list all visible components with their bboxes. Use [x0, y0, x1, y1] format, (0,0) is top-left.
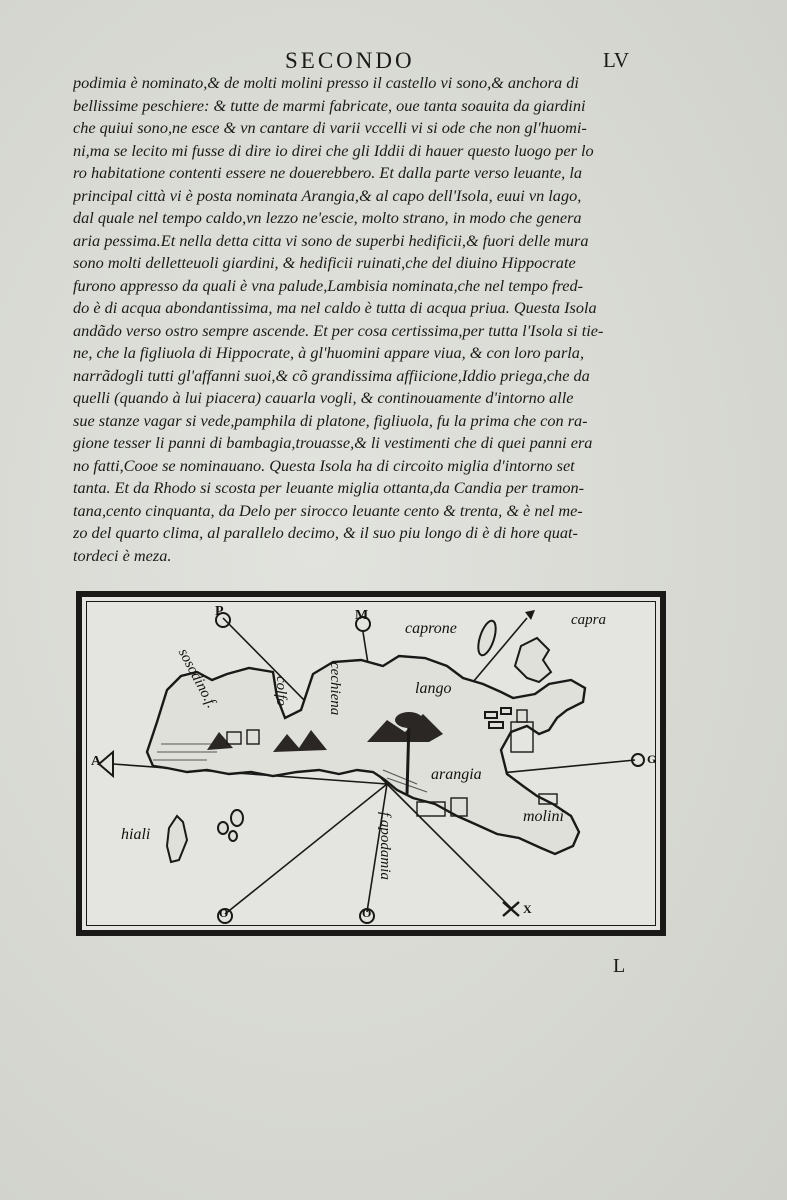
text-line: do è di acqua abondantissima, ma nel caldo è tutta di acqua priua. Questa Isola: [73, 298, 597, 317]
wind-letter-e: G: [647, 752, 657, 766]
label-caprone: caprone: [405, 620, 457, 637]
wind-letter-sw: O: [219, 906, 229, 920]
map-inner-border: [86, 601, 656, 926]
text-line: podimia è nominato,& de molti molini presso il castello vi sono,& anchora di: [73, 73, 579, 92]
folio-number: LV: [603, 48, 630, 72]
text-line: tanta. Et da Rhodo si scosta per leuante miglia ottanta,da Candia per tramon-: [73, 478, 585, 497]
text-line: tana,cento cinquanta, da Delo per sirocco leuante cento & trenta, & è nel me-: [73, 500, 583, 520]
running-title: SECONDO: [285, 48, 415, 73]
text-line: che quiui sono,ne esce & vn cantare di varii vccelli vi si ode che non gl'huomi-: [73, 118, 587, 137]
text-line: quelli (quando à lui piacera) cauarla vogli, & continouamente d'intorno alle: [73, 388, 574, 407]
text-line: andãdo verso ostro sempre ascende. Et per cosa certissima,per tutta l'Isola si tie-: [73, 320, 604, 340]
wind-letter-nw: P: [215, 604, 224, 619]
label-arangia: arangia: [431, 766, 482, 783]
text-line: ne, che la figliuola di Hippocrate, à gl'huomini appare viua, & con loro parla,: [73, 343, 585, 362]
signature-mark: L: [613, 955, 626, 977]
text-line: principal città vi è posta nominata Arangia,& al capo dell'Isola, euui vn lago,: [73, 185, 582, 205]
text-line: sue stanze vagar si vede,pamphila di platone, figliuola, fu la prima che con ra-: [73, 410, 588, 430]
map-drawing: [87, 602, 663, 933]
text-line: gione tesser li panni di bambagia,trouasse,& li vestimenti che di quei panni era: [73, 433, 593, 452]
text-line: sono molti delletteuoli giardini, & hedificii ruinati,che del diuino Hippocrate: [73, 253, 576, 272]
text-line: furono appresso da quali è vna palude,Lambisia nominata,che nel tempo fred-: [73, 275, 584, 295]
label-capra: capra: [571, 612, 606, 628]
label-sosodino: sosodino.f.: [174, 646, 220, 711]
label-lango: lango: [415, 680, 452, 697]
wind-letter-n: M: [355, 608, 369, 623]
wind-letter-se: X: [523, 902, 532, 916]
wind-letter-w: A: [91, 754, 102, 769]
text-line: tordeci è meza.: [73, 545, 172, 565]
label-apodamia: f.apodamia: [377, 812, 393, 880]
woodcut-map: [76, 591, 666, 936]
body-text: [73, 72, 681, 567]
text-line: ni,ma se lecito mi fusse di dire io direi che gli Iddii di hauer questo luogo per lo: [73, 140, 594, 160]
text-line: ro habitatione contenti essere ne douerebbero. Et dalla parte verso leuante, la: [73, 163, 582, 182]
label-molini: molini: [523, 808, 564, 825]
text-line: bellissime peschiere: & tutte de marmi fabricate, oue tanta soauita da giardini: [73, 95, 586, 115]
island-coastline: [147, 656, 585, 854]
text-line: narrãdogli tutti gl'affanni suoi,& cõ grandissima affiicione,Iddio priega,che da: [73, 365, 590, 385]
text-line: aria pessima.Et nella detta citta vi sono de superbi hedificii,& fuori delle mura: [73, 230, 589, 250]
label-cechiena: cechiena: [327, 662, 343, 716]
label-colfo: colfo: [273, 676, 289, 706]
text-line: no fatti,Cooe se nominauano. Questa Isola ha di circoito miglia d'intorno set: [73, 455, 575, 475]
text-line: dal quale nel tempo caldo,vn lezzo ne'escie, molto strano, in modo che genera: [73, 208, 582, 227]
text-line: zo del quarto clima, al parallelo decimo, & il suo piu longo di è di hore quat-: [73, 523, 578, 542]
wind-letter-s: O: [362, 906, 372, 920]
label-hiali: hiali: [121, 826, 151, 843]
